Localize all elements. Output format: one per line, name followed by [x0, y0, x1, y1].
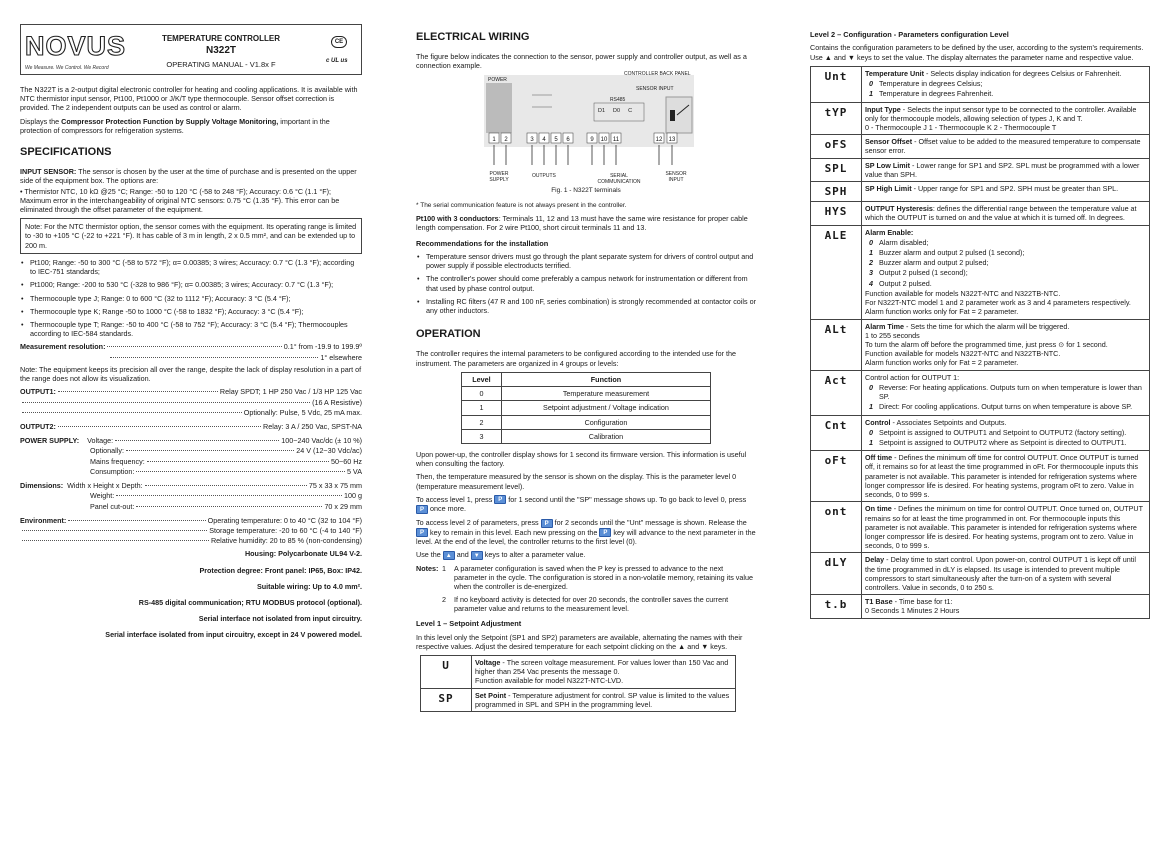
- list-item: • Pt100; Range: -50 to 300 °C (-58 to 572 °F); α= 0.00385; 3 wires; Accuracy: 0.7 °C (1.3 °F); according to IEC-751 standards;: [20, 258, 362, 276]
- param-description: Off time - Defines the minimum off time for control OUTPUT. Once OUTPUT is turned off, it remains so for at least the time programmed in oFt. For thermocouple inputs this parameter is not available. This parameter is intended for refrigeration systems where longer compressor life is desired. For heating systems, program oFt to zero. Value in seconds, 0 to 999 s.: [862, 451, 1150, 502]
- terminal-number: 2: [504, 136, 508, 143]
- param-option: 3 Output 2 pulsed (1 second);: [869, 268, 968, 278]
- table-row: [811, 102, 1150, 135]
- note-item: 2 If no keyboard activity is detected for over 20 seconds, the controller saves the current parameter value and returns to the measurement level.: [442, 594, 729, 613]
- param-symbol: Cnt: [811, 415, 862, 451]
- table-row: 3 Calibration: [462, 429, 711, 443]
- p-key-icon: P: [599, 528, 611, 537]
- list-item: • Thermocouple type J; Range: 0 to 600 °C (32 to 1112 °F); Accuracy: 3 °C (5.4 °F);: [20, 294, 362, 303]
- param-symbol: Unt: [811, 66, 862, 102]
- table-row: [811, 553, 1150, 595]
- logo-tagline: We Measure. We Control. We Record: [25, 65, 109, 71]
- spec-right-line: Serial interface isolated from input circuitry, except in 24 V powered model.: [105, 630, 362, 640]
- operation-paragraph: Then, the temperature measured by the sensor is shown on the display. This is the parameter level 0 (temperature measurement level).: [416, 472, 737, 491]
- output2: OUTPUT2: Relay: 3 A / 250 Vac, SPST-NA: [20, 421, 362, 431]
- intro-paragraph: The N322T is a 2-output digital electronic controller for heating and cooling applications. It is available with NTC thermistor input sensor, Pt100, Pt1000 or J/K/T type thermocouple. Sensor offset correction is provided. The 2 independent outputs can be used as control or alarm.: [20, 85, 358, 113]
- sensor-list: [20, 258, 362, 339]
- serial-footnote: * The serial communication feature is not always present in the controller.: [416, 201, 627, 209]
- table-row: [811, 415, 1150, 451]
- fig-rs485-label: RS485: [610, 96, 626, 103]
- param-option: 2 Buzzer alarm and output 2 pulsed;: [869, 258, 989, 268]
- table-row: SP Set Point - Temperature adjustment for control. SP value is limited to the values programmed in SPL and SPH in the programming level.: [421, 688, 736, 711]
- table-row: [811, 595, 1150, 618]
- terminal-number: 11: [612, 136, 620, 143]
- environment: Environment: Operating temperature: 0 to 40 °C (32 to 104 °F) Storage temperature: -20 to 60 °C (-4 to 140 °F) Relative humidity: 20 to 85 % (non-condensing): [20, 515, 362, 546]
- param-symbol: ALE: [811, 225, 862, 319]
- table-row: 0 Temperature measurement: [462, 387, 711, 401]
- meas-resolution: Measurement resolution: 0.1° from -19.9 to 199.9º: [20, 342, 362, 352]
- fig-c-label: C: [628, 107, 633, 114]
- doc-model: N322T: [205, 45, 236, 56]
- wiring-intro: The figure below indicates the connection to the sensor, power supply and controller output, as well as a connection example.: [416, 52, 747, 71]
- table-row: [811, 225, 1150, 319]
- fig-power-label: POWER: [488, 76, 507, 83]
- param-extra: Alarm function works only for Fat = 2 parameter.: [865, 358, 1019, 368]
- table-row: [811, 66, 1150, 102]
- spec-right-line: Housing: Polycarbonate UL94 V-2.: [244, 549, 362, 559]
- figure-caption: Fig. 1 - N322T terminals: [551, 186, 621, 194]
- param-description: Alarm Time - Sets the time for which the alarm will be triggered. 1 to 255 seconds To turn the alarm off before the programmed time, just press ⊙ for 1 second. Function available for models N322T-NTC and N322TB-NTC. Alarm function works only for Fat = 2 parameter.: [862, 319, 1150, 370]
- intro-paragraph-2: Displays the Compressor Protection Function by Supply Voltage Monitoring, important in the protection of compressors for refrigeration systems.: [20, 116, 330, 135]
- operation-paragraph: To access level 1, press P for 1 second until the "SP" message shows up. To go back to level 0, press P once more.: [416, 494, 747, 514]
- terminal-number: 3: [530, 136, 534, 143]
- param-symbol: Act: [811, 370, 862, 415]
- param-description: Delay - Delay time to start control. Upon power-on, control OUTPUT 1 is kept off until the time programmed in dLY is elapsed. Its usage is intended to prevent multiple compressors to start simultaneously after the turn-on of a system with several controllers. Value in seconds, 0 to 250 s.: [862, 553, 1150, 595]
- fig-bottom-label: SERIAL COMMUNICATION: [597, 172, 641, 185]
- ul-mark-icon: c UL us: [326, 58, 348, 64]
- param-symbol: t.b: [811, 595, 862, 618]
- list-item: • Installing RC filters (47 R and 100 nF, series combination) is strongly recommended at contactor coils or any other inductors.: [416, 297, 756, 315]
- param-extra: Function available for models N322T-NTC and N322TB-NTC.: [865, 288, 1061, 298]
- doc-version: OPERATING MANUAL - V1.8x F: [166, 60, 276, 69]
- fig-bottom-label: POWER SUPPLY: [489, 170, 509, 183]
- table-row: 1 Setpoint adjustment / Voltage indication: [462, 401, 711, 415]
- param-description: SP Low Limit - Lower range for SP1 and SP2. SPL must be programmed with a lower value than SPH.: [862, 158, 1150, 181]
- p-key-icon: P: [416, 505, 428, 514]
- fig-sensor-label: SENSOR INPUT: [636, 85, 674, 92]
- terminal-number: 6: [566, 136, 570, 143]
- param-option: 1 Setpoint is assigned to OUTPUT2 where as Setpoint is directed to OUTPUT1.: [869, 437, 1127, 447]
- param-symbol: SPH: [811, 182, 862, 202]
- terminal-number: 5: [554, 136, 558, 143]
- table-row: [811, 158, 1150, 181]
- document-header: [20, 24, 362, 75]
- up-key-icon: ▲: [443, 551, 455, 560]
- param-extra: 0 Seconds 1 Minutes 2 Hours: [865, 606, 960, 616]
- spec-right-line: RS-485 digital communication; RTU MODBUS protocol (optional).: [138, 598, 362, 608]
- list-item: • Pt1000; Range: -200 to 530 °C (-328 to 986 °F); α= 0.00385; 3 wires; Accuracy: 0.7 °C (1.3 °F);: [20, 280, 362, 289]
- note-item: Notes: 1 A parameter configuration is saved when the P key is pressed to advance to the next parameter in the cycle. The configuration is stored in a non-volatile memory, retaining its value when the controller is de-energized.: [416, 564, 753, 592]
- list-item: • Thermocouple type T; Range: -50 to 400 °C (-58 to 752 °F); Accuracy: 3 °C (5.4 °F); Thermocouples according to IEC-584 standards.: [20, 320, 362, 338]
- terminal-number: 1: [492, 136, 496, 143]
- param-symbol: ALt: [811, 319, 862, 370]
- table-row: [811, 502, 1150, 553]
- param-description: SP High Limit - Upper range for SP1 and SP2. SPH must be greater than SPL.: [862, 182, 1150, 202]
- terminal-number: 12: [655, 136, 663, 143]
- terminal-number: 10: [600, 136, 608, 143]
- column-2: [416, 0, 756, 851]
- section-title: SPECIFICATIONS: [20, 146, 112, 159]
- novus-logo: NOVUS: [25, 31, 127, 61]
- param-option: 4 Output 2 pulsed.: [869, 278, 932, 288]
- param-option: 0 Setpoint is assigned to OUTPUT1 and Setpoint to OUTPUT2 (factory setting).: [869, 427, 1127, 437]
- list-item: • Thermocouple type K; Range -50 to 1000 °C (-58 to 1832 °F); Accuracy: 3 °C (5.4 °F);: [20, 307, 362, 316]
- list-item: • The controller's power should come preferably a campus network for instrumentation or different from that used by phase control output.: [416, 274, 756, 292]
- table-row: [811, 319, 1150, 370]
- p-key-icon: P: [416, 528, 428, 537]
- fig-bottom-label: OUTPUTS: [532, 172, 556, 179]
- param-option: 0 Reverse: For heating applications. Outputs turn on when temperature is lower than SP.: [869, 382, 1142, 402]
- param-description: OUTPUT Hysteresis: defines the differential range between the temperature value at which the OUTPUT is turned on and the value at which it is turned off. In degrees.: [862, 202, 1150, 225]
- param-description: Control - Associates Setpoints and Outputs. 0 Setpoint is assigned to OUTPUT1 and Setpoint to OUTPUT2 (factory setting). 1 Setpoint is assigned to OUTPUT2 where as Setpoint is directed to OUTPUT1.: [862, 415, 1150, 451]
- table-row: U Voltage - The screen voltage measurement. For values lower than 150 Vac and higher than 254 Vac presents the message 0. Function available for model N322T-NTC-LVD.: [421, 656, 736, 689]
- param-option: 1 Direct: For cooling applications. Output turns on when temperature is above SP.: [869, 402, 1133, 412]
- operation-paragraph: Use the ▲ and ▼ keys to alter a parameter value.: [416, 550, 586, 560]
- spec-right-line: Serial interface not isolated from input circuitry.: [198, 614, 362, 624]
- p-key-icon: P: [494, 495, 506, 504]
- column-3: [810, 0, 1150, 851]
- fig-d1-label: D1: [598, 107, 606, 114]
- table-row: 2 Configuration: [462, 415, 711, 429]
- param-extra: 1 to 255 seconds: [865, 330, 920, 340]
- table-row: [811, 202, 1150, 225]
- table-row: [811, 182, 1150, 202]
- param-extra: 0 - Thermocouple J 1 - Thermocouple K 2 - Thermocouple T: [865, 123, 1057, 132]
- param-extra: For N322T-NTC model 1 and 2 parameter work as 3 and 4 parameters respectively.: [865, 298, 1131, 308]
- levels-table: Level Function 0 Temperature measurement 1 Setpoint adjustment / Voltage indication 2 Configuration 3 Calibration: [461, 372, 711, 444]
- output1: OUTPUT1: Relay SPDT; 1 HP 250 Vac / 1/3 HP 125 Vac: [20, 387, 362, 397]
- meas-note: Note: The equipment keeps its precision all over the range, despite the lack of display resolution in a part of the range does not allow its visualization.: [20, 364, 362, 384]
- operation-intro: The controller requires the internal parameters to be configured according to the intended use for the instrument. The parameters are organized in 4 groups or levels:: [416, 349, 737, 368]
- param-symbol: ont: [811, 502, 862, 553]
- param-option: 1 Buzzer alarm and output 2 pulsed (1 second);: [869, 248, 1025, 258]
- spec-right-line: Suitable wiring: Up to 4.0 mm².: [256, 581, 362, 591]
- terminal-diagram: [484, 70, 694, 185]
- table-row: [811, 135, 1150, 158]
- dimensions: Dimensions: Width x Height x Depth: 75 x 33 x 75 mm Weight: 100 g Panel cut-out: 70 x 29 mm: [20, 481, 362, 511]
- ntc-note: Note: For the NTC thermistor option, the sensor comes with the equipment. Its operating range is limited to -30 to +105 °C (-22 to +221 °F). It has cable of 3 m in length, 2 x 0.5 mm², and can be extended up to 200 m.: [20, 218, 362, 254]
- param-description: Temperature Unit - Selects display indication for degrees Celsius or Fahrenheit. 0 Temperature in degrees Celsius; 1 Temperature in degrees Fahrenheit.: [862, 66, 1150, 102]
- ntc-text: • Thermistor NTC, 10 kΩ @25 °C; Range: -50 to 120 °C (-58 to 248 °F); Accuracy: 0.6 °C (1.1 °F); Maximum error in the interchangeability of original NTC sensors: 0.75 °C (1.35 °F). This error can be eliminated through the offset parameter of the equipment.: [20, 186, 340, 215]
- fig-bottom-label: SENSOR INPUT: [665, 170, 687, 183]
- input-sensor-text: INPUT SENSOR: The sensor is chosen by the user at the time of purchase and is presented on the upper side of the equipment box. The options are:: [20, 167, 357, 186]
- param-extra: Alarm function works only for Fat = 2 parameter.: [865, 307, 1019, 317]
- param-extra: To turn the alarm off before the programmed time, just press ⊙ for 1 second.: [865, 340, 1108, 350]
- subsection-title: Recommendations for the installation: [416, 238, 549, 248]
- section-title: OPERATION: [416, 328, 481, 341]
- ce-mark-icon: CE: [331, 36, 347, 48]
- fig-panel-label: CONTROLLER BACK PANEL: [624, 70, 691, 77]
- level1-table: [420, 655, 736, 712]
- list-item: • Temperature sensor drivers must go through the plant separate system for drivers of control output and power supply if possible electroducts terrified.: [416, 252, 756, 270]
- param-description: Input Type - Selects the input sensor type to be connected to the controller. Available only for thermocouple models, allowing selection of types J, K and T. 0 - Thermocouple J 1 - Thermocouple K 2 - Thermocouple T: [862, 102, 1150, 135]
- operation-paragraph: To access level 2 of parameters, press P for 2 seconds until the "Unt" message is shown. Release the P key to remain in this level. Each new pressing on the P key will advance to the next parameter in the level. At the end of the level, the controller returns to the first level (0).: [416, 518, 756, 547]
- section-title: ELECTRICAL WIRING: [416, 31, 530, 43]
- level1-intro: In this level only the Setpoint (SP1 and SP2) parameters are available, alternating the names with their respective values. Adjust the desired temperature for each setpoint clicking on the ▲ and ▼ keys.: [416, 632, 743, 651]
- param-symbol: dLY: [811, 553, 862, 595]
- terminal-number: 9: [590, 136, 594, 143]
- table-row: [811, 370, 1150, 415]
- terminal-number: 4: [542, 136, 546, 143]
- fig-d0-label: D0: [613, 107, 621, 114]
- spec-right-line: Protection degree: Front panel: IP65, Box: IP42.: [199, 565, 362, 575]
- level2-intro: Contains the configuration parameters to be defined by the user, according to the system's requirements. Use ▲ and ▼ keys to set the value. The display alternates the parameter name and respective value.: [810, 43, 1144, 62]
- param-symbol: SPL: [811, 158, 862, 181]
- param-description: T1 Base - Time base for t1: 0 Seconds 1 Minutes 2 Hours: [862, 595, 1150, 618]
- param-symbol: oFS: [811, 135, 862, 158]
- pt100-note: Pt100 with 3 conductors: Terminals 11, 12 and 13 must have the same wire resistance for proper cable length compensation. For 2 wire Pt100, short circuit terminals 11 and 13.: [416, 214, 748, 233]
- param-description: Sensor Offset - Offset value to be added to the measured temperature to compensate sensor error.: [862, 135, 1150, 158]
- column-1: NOVUS We Measure. We Control. We Record TEMPERATURE CONTROLLER N322T OPERATING MANUAL - V1.8x F CE c UL us The N322T is a 2-output digital electronic controller for heating and cooling applications. It is available with NTC thermistor input sensor, Pt100, Pt1000 or J/K/T type thermocouple. Sensor offset correction is provided. The 2 independent outputs can be used as control or alarm. Displays the Compressor Protection Function by Supply Voltage Monitoring, important in the protection of compressors for refrigeration systems. SPECIFICATIONS INPUT SENSOR: The sensor is chosen by the user at the time of purchase and is presented on the upper side of the equipment box. The options are: • Thermistor NTC, 10 kΩ @25 °C; Range: -50 to 120 °C (-58 to 248 °F); Accuracy: 0.6 °C (1.1 °F); Maximum error in the interchangeability of original NTC sensors: 0.75 °C (1.35 °F). This error can be eliminated through the offset parameter of the equipment. Note: For the NTC thermistor option, the sensor comes with the equipment. Its operating range is limited to -30 to +105 °C (-22 to +221 °F). It has cable of 3 m in length, 2 x 0.5 mm², and can be extended up to 200 m. • Pt100; Range: -50 to 300 °C (-58 to 572 °F); α= 0.00385; 3 wires; Accuracy: 0.7 °C (1.3 °F); according to IEC-751 standards; • Pt1000; Range: -200 to 530 °C (-328 to 986 °F); α= 0.00385; 3 wires; Accuracy: 0.7 °C (1.3 °F); • Thermocouple type J; Range: 0 to 600 °C (32 to 1112 °F); Accuracy: 3 °C (5.4 °F); • Thermocouple type K; Range -50 to 1000 °C (-58 to 1832 °F); Accuracy: 3 °C (5.4 °F); • Thermocouple type T; Range: -50 to 400 °C (-58 to 752 °F); Accuracy: 3 °C (5.4 °F); Thermocouples according to IEC-584 standards. Measurement resolution: 0.1° from -19.9 to 199.9º 1° elsewhere Note: The equipment keeps its precision all over the range, despite the lack of display resolution in a part of the range does not allow its visualization. OUTPUT1: Relay SPDT; 1 HP 250 Vac / 1/3 HP 125 Vac (16 A Resistive) Optionally: Pulse, 5 Vdc, 25 mA max. OUTPUT2: Relay: 3 A / 250 Vac, SPST-NA POWER SUPPLY: Voltage: 100~240 Vac/dc (± 10 %) Optionally: 24 V (12~30 Vdc/ac) Mains frequency: 50~60 Hz Consumption: 5 VA Dimensions: Width x Height x Depth: 75 x 33 x 75 mm Weight: 100 g Panel cut-out: 70 x 29 mm Environment: Operating temperature: 0 to 40 °C (32 to 104 °F) Storage temperature: -20 to 60 °C (-4 to 140 °F) Relative humidity: 20 to 85 % (non-condensing) Housing: Polycarbonate UL94 V-2. Protection degree: Front panel: IP65, Box: IP42. Suitable wiring: Up to 4.0 mm². RS-485 digital communication; RTU MODBUS protocol (optional). Serial interface not isolated from input circuitry. Serial interface isolated from input circuitry, except in 24 V powered model.: [20, 0, 362, 851]
- down-key-icon: ▼: [471, 551, 483, 560]
- operation-paragraph: Upon power-up, the controller display shows for 1 second its firmware version. This information is useful when consulting the factory.: [416, 449, 747, 469]
- recommendations-list: [416, 252, 756, 315]
- param-description: On time - Defines the minimum on time for control OUTPUT. Once turned on, OUTPUT remains so for at least the time programmed in ont. For thermocouple inputs this parameter is not available. This parameter is intended for refrigeration systems where longer compressor life is desired. For heating systems, program ont to zero. Value in seconds, 0 to 999 s.: [862, 502, 1150, 553]
- param-option: 1 Temperature in degrees Fahrenheit.: [869, 89, 994, 99]
- param-option: 0 Temperature in degrees Celsius;: [869, 79, 983, 89]
- subsection-title: Level 2 – Configuration - Parameters configuration Level: [810, 30, 1009, 39]
- p-key-icon: P: [541, 519, 553, 528]
- param-description: Control action for OUTPUT 1: 0 Reverse: For heating applications. Outputs turn on when temperature is lower than SP. 1 Direct: For cooling applications. Output turns on when temperature is above SP.: [862, 370, 1150, 415]
- level2-table: [810, 66, 1150, 619]
- doc-title: TEMPERATURE CONTROLLER: [161, 34, 281, 43]
- param-option: 0 Alarm disabled;: [869, 237, 929, 247]
- param-symbol: tYP: [811, 102, 862, 135]
- table-row: [811, 451, 1150, 502]
- param-extra: Function available for models N322T-NTC and N322TB-NTC.: [865, 349, 1061, 359]
- subsection-title: Level 1 – Setpoint Adjustment: [416, 619, 522, 629]
- param-symbol: HYS: [811, 202, 862, 225]
- power-supply: POWER SUPPLY: Voltage: 100~240 Vac/dc (± 10 %) Optionally: 24 V (12~30 Vdc/ac) Mains frequency: 50~60 Hz Consumption: 5 VA: [20, 436, 362, 476]
- param-description: Alarm Enable: 0 Alarm disabled; 1 Buzzer alarm and output 2 pulsed (1 second); 2 Buzzer alarm and output 2 pulsed; 3 Output 2 pulsed (1 second); 4 Output 2 pulsed. Function available for models N322T-NTC and N322TB-NTC. For N322T-NTC model 1 and 2 parameter work as 3 and 4 parameters respectively. Alarm function works only for Fat = 2 parameter.: [862, 225, 1150, 319]
- terminal-number: 13: [668, 136, 676, 143]
- param-symbol: oFt: [811, 451, 862, 502]
